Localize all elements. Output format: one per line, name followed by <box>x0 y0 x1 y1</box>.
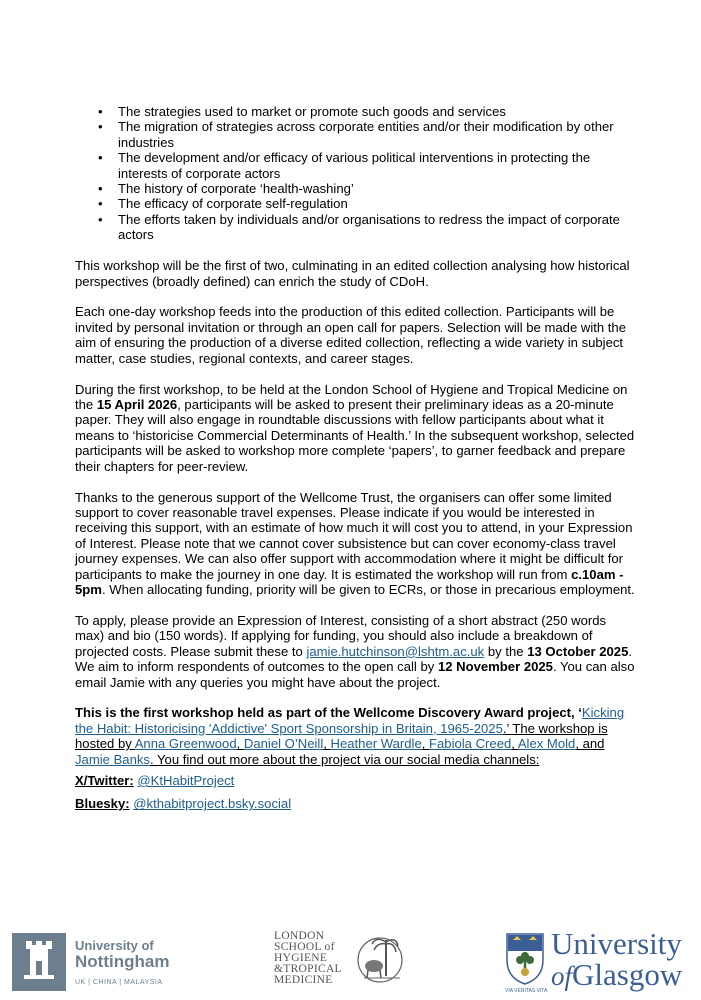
lshtm-line: HYGIENE <box>274 952 328 964</box>
nottingham-line2: Nottingham <box>75 952 170 971</box>
glasgow-logo <box>505 928 695 994</box>
nottingham-logo <box>12 933 172 991</box>
project-paragraph: This is the first workshop held as part of the Wellcome Discovery Award project, ‘Kicking the Habit: Historicising 'Addictive' Sport Sponsorship in Britain, 1965-2025.’ The workshop is hosted by Anna Greenwood, Daniel O’Neill, Heather Wardle, Fabiola Creed, Alex Mold, and Jamie Banks. You find out more about the project via our social media channels: <box>75 705 625 767</box>
lshtm-line: LONDON <box>274 930 325 942</box>
email-link[interactable]: jamie.hutchinson@lshtm.ac.uk <box>306 643 485 659</box>
funding-paragraph: Thanks to the generous support of the Wellcome Trust, the organisers can offer some limited support to cover reasonable travel expenses. Please indicate if you would be interested in receiving this support, with an estimate of how much it will cost you to attend, in your Expression of Interest. Please note that we cannot cover subsistence but can cover economy-class travel journey expenses. We can also offer support with accommodation where it might be difficult for participants to make the journey in one day. It is estimated the workshop will run from c.10am - 5pm. When allocating funding, priority will be given to ECRs, or those in precarious employment. <box>75 489 635 597</box>
list-item: • The efforts taken by individuals and/or organisations to redress the impact of corporate actors <box>98 211 620 243</box>
person-link-fabiola-creed[interactable]: Fabiola Creed <box>429 736 512 752</box>
glasgow-line1: University <box>551 926 682 961</box>
list-item: • The efficacy of corporate self-regulation <box>98 196 348 212</box>
twitter-label: X/Twitter: <box>75 773 134 789</box>
bluesky-label: Bluesky: <box>75 796 130 812</box>
list-item: • The migration of strategies across corporate entities and/or their modification by other industries <box>98 119 614 150</box>
bullet-icon: • <box>98 119 103 135</box>
bullet-icon: • <box>98 150 103 166</box>
lshtm-emblem-icon <box>356 928 404 992</box>
deadline-date: 13 October 2025 <box>527 643 629 659</box>
nottingham-crest-icon <box>12 933 66 991</box>
lshtm-line: &TROPICAL <box>274 963 342 975</box>
glasgow-of: of <box>551 961 573 991</box>
bullet-icon: • <box>98 181 103 197</box>
person-link-jamie-banks[interactable]: Jamie Banks <box>75 751 150 767</box>
glasgow-shield-icon <box>505 932 545 986</box>
person-link-alex-mold[interactable]: Alex Mold <box>517 736 576 752</box>
bluesky-handle-link[interactable]: @kthabitproject.bsky.social <box>133 796 292 812</box>
workshop-time: c.10am - 5pm <box>75 566 624 597</box>
bullet-icon: • <box>98 104 103 119</box>
intro-paragraph: This workshop will be the first of two, culminating in an edited collection analysing how historical perspectives (broadly defined) can enrich the study of CDoH. <box>75 258 630 289</box>
first-workshop-paragraph: During the first workshop, to be held at the London School of Hygiene and Tropical Medicine on the 15 April 2026, participants will be asked to present their preliminary ideas as a 20-minute paper. They will also engage in roundtable discussions with fellow participants about what it means to ‘historicise Commercial Determinants of Health.’ In the subsequent workshop, selected participants will be asked to workshop more complete ‘papers’, to garner feedback and prepare their chapters for peer-review. <box>75 381 635 474</box>
footer-logos <box>0 920 701 1000</box>
person-link-daniel-oneill[interactable]: Daniel O’Neill <box>243 736 324 752</box>
twitter-handle-link[interactable]: @KtHabitProject <box>137 773 235 789</box>
workshop-paragraph: Each one-day workshop feeds into the production of this edited collection. Participants will be invited by personal invitation or through an open call for papers. Selection will be made with the aim of ensuring the production of a diverse edited collection, reflecting a wide variety in subject matter, case studies, regional contexts, and career stages. <box>75 304 626 366</box>
project-link[interactable]: Kicking the Habit: Historicising 'Addictive' Sport Sponsorship in Britain, 1965-2025 <box>75 705 625 736</box>
notification-date: 12 November 2025 <box>437 659 553 675</box>
nottingham-line1: University of <box>75 938 154 953</box>
bullet-icon: • <box>98 211 103 227</box>
list-item: • The history of corporate ‘health-washing’ <box>98 181 354 197</box>
person-link-heather-wardle[interactable]: Heather Wardle <box>330 736 422 752</box>
lshtm-logo <box>274 928 404 996</box>
bluesky-line <box>75 796 635 811</box>
glasgow-line2: Glasgow <box>572 957 683 992</box>
list-item: • The strategies used to market or promote such goods and services <box>98 104 506 119</box>
document-body <box>75 104 635 820</box>
person-link-anna-greenwood[interactable]: Anna Greenwood <box>134 736 237 752</box>
lshtm-line: MEDICINE <box>274 974 333 986</box>
topic-list <box>75 104 635 243</box>
workshop-date: 15 April 2026 <box>96 397 178 412</box>
lshtm-line: SCHOOL of <box>274 941 335 953</box>
nottingham-tagline: UK | CHINA | MALAYSIA <box>75 979 163 986</box>
twitter-line <box>75 773 635 788</box>
apply-paragraph: To apply, please provide an Expression of Interest, consisting of a short abstract (250 words max) and bio (150 words). If applying for funding, you should also include a breakdown of projected costs. Please submit these to jamie.hutchinson@lshtm.ac.uk by the 13 October 2025. We aim to inform respondents of outcomes to the open call by 12 November 2025. You can also email Jamie with any queries you might have about the project. <box>75 612 635 690</box>
list-item: • The development and/or efficacy of various political interventions in protecting the interests of corporate actors <box>98 150 591 181</box>
glasgow-motto: VIA VERITAS VITA <box>505 988 548 994</box>
bullet-icon: • <box>98 196 103 212</box>
